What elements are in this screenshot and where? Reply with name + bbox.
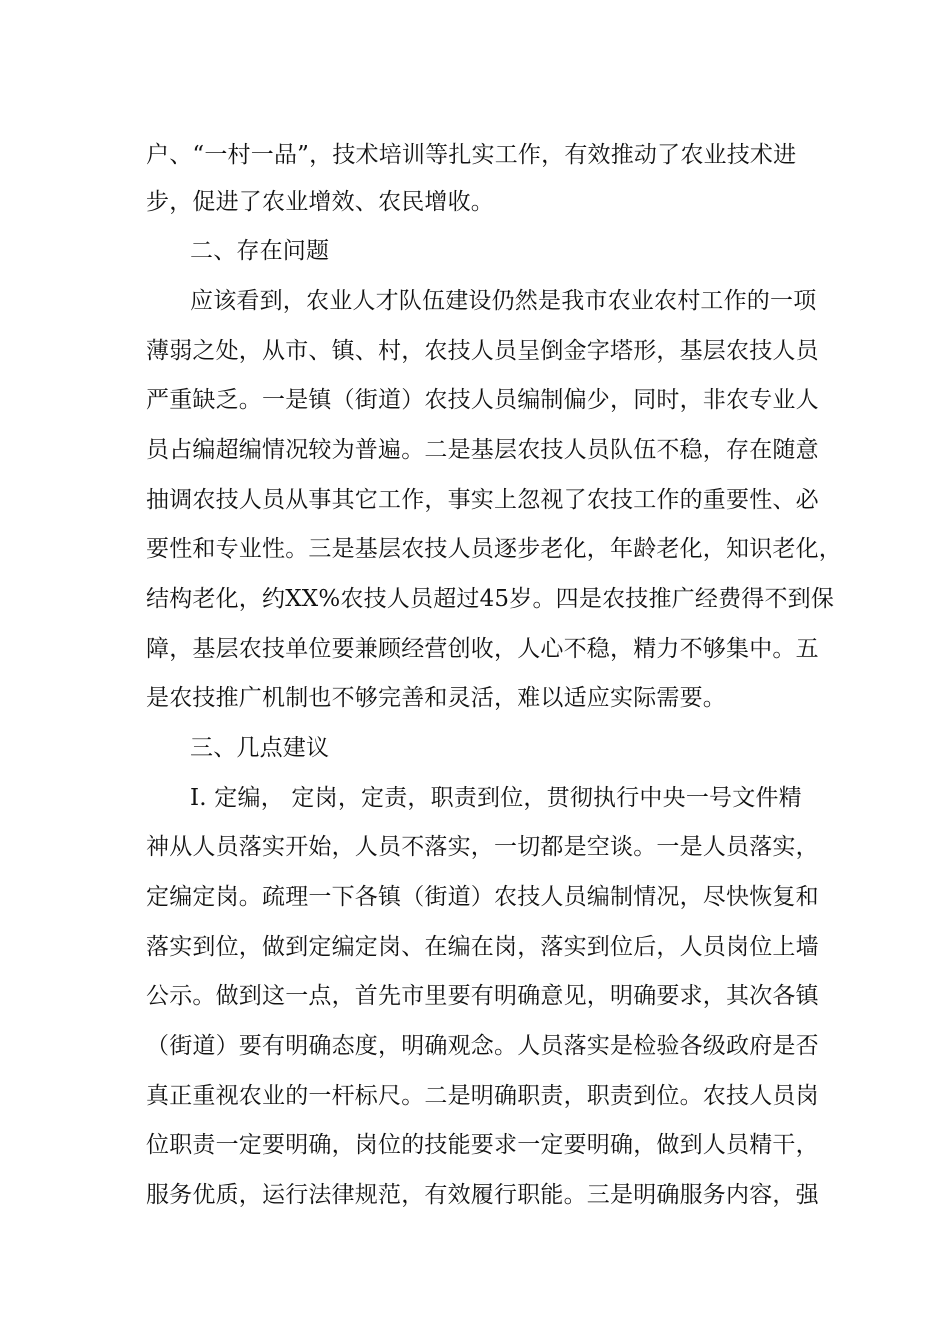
text-line-5: 薄弱之处，从市、镇、村，农技人员呈倒金字塔形，基层农技人员: [146, 338, 819, 364]
text-line-7: 员占编超编情况较为普遍。二是基层农技人员队伍不稳，存在随意: [146, 437, 819, 463]
text-line-11: 障，基层农技单位要兼顾经营创收，人心不稳，精力不够集中。五: [146, 636, 819, 662]
text-line-18: 公示。做到这一点，首先市里要有明确意见，明确要求，其次各镇: [146, 983, 819, 1009]
text-line-19: （街道）要有明确态度，明确观念。人员落实是检验各级政府是否: [146, 1033, 819, 1059]
section-heading-problems: 二、存在问题: [190, 238, 330, 264]
text-line-14: I. 定编， 定岗，定责，职责到位，贯彻执行中央一号文件精: [190, 785, 802, 811]
text-line-8: 抽调农技人员从事其它工作，事实上忽视了农技工作的重要性、必: [146, 487, 819, 513]
text-line-16: 定编定岗。疏理一下各镇（街道）农技人员编制情况，尽快恢复和: [146, 884, 819, 910]
text-line-15: 神从人员落实开始，人员不落实，一切都是空谈。一是人员落实，: [146, 834, 819, 860]
text-line-22: 服务优质，运行法律规范，有效履行职能。三是明确服务内容，强: [146, 1182, 819, 1208]
text-line-10: 结构老化，约XX%农技人员超过45岁。四是农技推广经费得不到保: [146, 586, 835, 612]
text-line-2: 步，促进了农业增效、农民增收。: [146, 189, 494, 215]
text-line-20: 真正重视农业的一杆标尺。二是明确职责，职责到位。农技人员岗: [146, 1083, 819, 1109]
section-heading-suggestions: 三、几点建议: [190, 735, 330, 761]
text-line-1: 户、“一村一品”，技术培训等扎实工作，有效推动了农业技术进: [146, 142, 797, 168]
text-line-9: 要性和专业性。三是基层农技人员逐步老化，年龄老化，知识老化，: [146, 536, 842, 562]
text-line-21: 位职责一定要明确，岗位的技能要求一定要明确，做到人员精干，: [146, 1132, 819, 1158]
text-line-12: 是农技推广机制也不够完善和灵活，难以适应实际需要。: [146, 685, 726, 711]
text-line-4: 应该看到，农业人才队伍建设仍然是我市农业农村工作的一项: [190, 288, 817, 314]
text-line-6: 严重缺乏。一是镇（街道）农技人员编制偏少，同时，非农专业人: [146, 387, 819, 413]
text-line-17: 落实到位，做到定编定岗、在编在岗，落实到位后，人员岗位上墙: [146, 934, 819, 960]
